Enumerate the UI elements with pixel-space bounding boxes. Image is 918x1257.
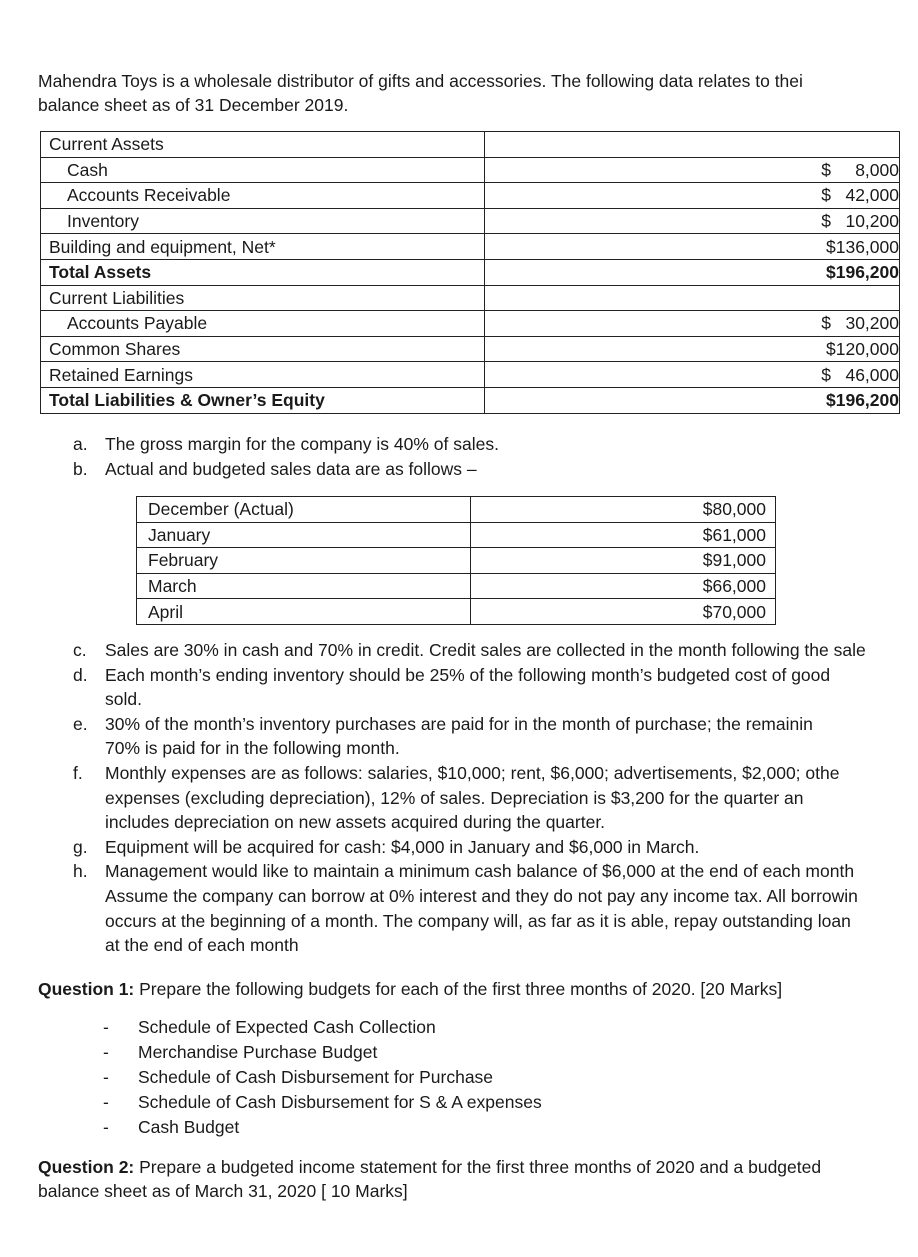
row-value	[485, 285, 900, 311]
currency-sign: $	[821, 364, 831, 385]
row-label: Current Assets	[41, 132, 485, 158]
row-label: Current Liabilities	[41, 285, 485, 311]
list-item	[0, 457, 895, 482]
item-marker: e.	[73, 713, 88, 734]
item-line: Equipment will be acquired for cash: $4,000 in January and $6,000 in March.	[105, 836, 700, 857]
item-text: Schedule of Cash Disbursement for Purchase	[138, 1067, 494, 1087]
sales-cell: $80,000	[471, 497, 776, 523]
list-ab	[0, 432, 895, 481]
item-line: occurs at the beginning of a month. The company will, as far as it is able, repay outstanding loan	[105, 910, 851, 931]
item-text: Merchandise Purchase Budget	[138, 1042, 378, 1062]
table-row	[41, 336, 900, 362]
row-value	[485, 311, 900, 337]
question-label: Question 2:	[38, 1157, 135, 1177]
table-row	[41, 259, 900, 285]
table-row	[41, 387, 900, 413]
item-text: Schedule of Expected Cash Collection	[138, 1017, 436, 1037]
sales-cell: $70,000	[471, 599, 776, 625]
month-cell: April	[137, 599, 471, 625]
item-line: Each month’s ending inventory should be 25% of the following month’s budgeted cost of good	[105, 664, 831, 685]
question-text: Prepare the following budgets for each of the first three months of 2020. [20 Marks]	[134, 979, 783, 999]
question-2	[38, 1155, 821, 1203]
sales-table	[136, 496, 776, 625]
item-marker: b.	[73, 458, 88, 479]
list-item	[0, 761, 895, 835]
list-item	[0, 1040, 542, 1065]
table-row	[137, 548, 776, 574]
item-text: Actual and budgeted sales data are as follows –	[105, 458, 477, 479]
row-label: Accounts Receivable	[41, 183, 485, 209]
list-item	[0, 1090, 542, 1115]
dash-marker: -	[103, 1017, 109, 1037]
list-item	[0, 638, 895, 663]
item-line: Management would like to maintain a minimum cash balance of $6,000 at the end of each month	[105, 861, 855, 882]
item-line: Assume the company can borrow at 0% interest and they do not pay any income tax. All borrowin	[105, 885, 858, 906]
list-item	[0, 1115, 542, 1140]
list-item	[0, 663, 895, 712]
table-row	[41, 311, 900, 337]
item-marker: a.	[73, 434, 88, 454]
intro-line-2: balance sheet as of 31 December 2019.	[38, 95, 349, 115]
month-cell: January	[137, 522, 471, 548]
amount: 8,000	[855, 159, 899, 180]
row-label: Cash	[41, 157, 485, 183]
balance-sheet-table	[40, 131, 900, 414]
currency-sign: $	[821, 313, 831, 334]
sales-cell: $91,000	[471, 548, 776, 574]
amount: 46,000	[845, 364, 899, 385]
budget-list	[0, 1015, 542, 1140]
intro-line-1: Mahendra Toys is a wholesale distributor of gifts and accessories. The following data relates to thei	[38, 71, 803, 91]
item-text: Cash Budget	[138, 1117, 240, 1137]
list-item	[0, 432, 895, 457]
table-row	[41, 234, 900, 260]
row-label: Building and equipment, Net*	[41, 234, 485, 260]
list-item	[0, 712, 895, 761]
item-text: Schedule of Cash Disbursement for S & A expenses	[138, 1092, 542, 1112]
list-item	[0, 835, 895, 860]
row-value: $120,000	[485, 336, 900, 362]
month-cell: March	[137, 573, 471, 599]
item-marker: f.	[73, 762, 83, 783]
question-text: Prepare a budgeted income statement for the first three months of 2020 and a budgeted	[134, 1157, 822, 1177]
item-line: 30% of the month’s inventory purchases are paid for in the month of purchase; the remainin	[105, 713, 813, 734]
question-2-line-2: balance sheet as of March 31, 2020 [ 10 Marks]	[38, 1181, 408, 1201]
item-line: includes depreciation on new assets acquired during the quarter.	[105, 812, 606, 833]
table-row	[137, 573, 776, 599]
currency-sign: $	[821, 211, 831, 232]
question-2-line-1	[38, 1155, 821, 1179]
table-row	[137, 497, 776, 523]
dash-marker: -	[103, 1117, 109, 1137]
amount: 30,200	[845, 313, 899, 334]
table-row	[41, 183, 900, 209]
list-item	[0, 1065, 542, 1090]
item-line: sold.	[105, 689, 142, 710]
currency-sign: $	[821, 185, 831, 206]
amount: 10,200	[845, 211, 899, 232]
item-line: Sales are 30% in cash and 70% in credit. Credit sales are collected in the month following the sale	[105, 640, 866, 660]
row-value	[485, 132, 900, 158]
item-marker: g.	[73, 836, 88, 857]
table-row	[41, 157, 900, 183]
row-value	[485, 362, 900, 388]
question-label: Question 1:	[38, 979, 135, 999]
table-row	[137, 599, 776, 625]
item-marker: c.	[73, 640, 87, 660]
list-item	[0, 859, 895, 957]
table-row	[41, 285, 900, 311]
row-label: Accounts Payable	[41, 311, 485, 337]
currency-sign: $	[821, 159, 831, 180]
list-item	[0, 1015, 542, 1040]
table-row	[41, 362, 900, 388]
list-ch	[0, 638, 895, 958]
item-marker: d.	[73, 664, 88, 685]
item-line: at the end of each month	[105, 935, 299, 956]
row-value: $196,200	[485, 387, 900, 413]
row-value	[485, 157, 900, 183]
row-label: Inventory	[41, 208, 485, 234]
table-row	[137, 522, 776, 548]
item-text: The gross margin for the company is 40% of sales.	[105, 434, 499, 454]
dash-marker: -	[103, 1067, 109, 1087]
month-cell: February	[137, 548, 471, 574]
dash-marker: -	[103, 1042, 109, 1062]
item-marker: h.	[73, 861, 88, 882]
row-label: Common Shares	[41, 336, 485, 362]
item-line: 70% is paid for in the following month.	[105, 738, 400, 759]
row-value	[485, 208, 900, 234]
row-label: Retained Earnings	[41, 362, 485, 388]
item-line: Monthly expenses are as follows: salaries, $10,000; rent, $6,000; advertisements, $2,000; othe	[105, 762, 840, 783]
dash-marker: -	[103, 1092, 109, 1112]
row-value: $136,000	[485, 234, 900, 260]
row-label: Total Assets	[41, 259, 485, 285]
table-row	[41, 132, 900, 158]
month-cell: December (Actual)	[137, 497, 471, 523]
intro-paragraph	[38, 69, 918, 117]
row-label: Total Liabilities & Owner’s Equity	[41, 387, 485, 413]
sales-cell: $61,000	[471, 522, 776, 548]
row-value: $196,200	[485, 259, 900, 285]
item-line: expenses (excluding depreciation), 12% of sales. Depreciation is $3,200 for the quarter an	[105, 787, 804, 808]
amount: 42,000	[845, 185, 899, 206]
row-value	[485, 183, 900, 209]
table-row	[41, 208, 900, 234]
question-1	[38, 977, 782, 1001]
sales-cell: $66,000	[471, 573, 776, 599]
